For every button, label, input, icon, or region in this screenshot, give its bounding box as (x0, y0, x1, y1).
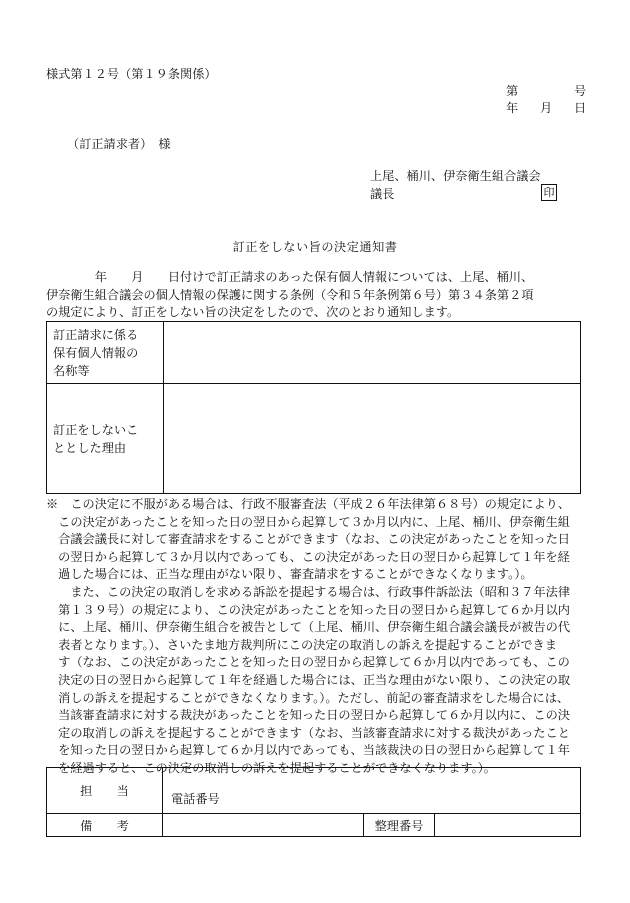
note-line: ※ この決定に不服がある場合は、行政不服審査法（平成２６年法律第６８号）の規定により、 (46, 497, 571, 511)
remarks-value[interactable] (163, 814, 364, 837)
document-title: 訂正をしない旨の決定通知書 (232, 240, 398, 254)
footer-table (46, 767, 581, 837)
note-line: 定の取消しの訴えを提起することができます（なお、当該審査請求に対する裁決があったこと (46, 725, 570, 740)
note-line: に、上尾、桶川、伊奈衛生組合を被告として（上尾、桶川、伊奈衛生組合議会議長が被告の代 (46, 620, 571, 635)
note-line: 消しの訴えを提起することができなくなります。）。ただし、前記の審査請求をした場合には、 (46, 690, 570, 705)
note-line: 決定の日の翌日から起算して１年を経過した場合には、正当な理由がない限り、この決定の取 (46, 672, 571, 687)
reference-number-value[interactable] (435, 814, 581, 837)
addressee: （訂正請求者） 様 (67, 137, 171, 151)
info-value-reason[interactable] (164, 384, 581, 494)
intro-line: 伊奈衛生組合議会の個人情報の保護に関する条例（令和５年条例第６号）第３４条第２項 (46, 287, 534, 302)
note-line: を知った日の翌日から起算して６か月以内であっても、当該裁決の日の翌日から起算して１年 (46, 743, 570, 758)
label-line: 保有個人情報の (53, 345, 139, 360)
note-line: 表者となります。）、さいたま地方裁判所にこの決定の取消しの訴えを提起することができま (46, 637, 557, 652)
note-line: す（なお、この決定があったことを知った日の翌日から起算して６か月以内であっても、この (46, 655, 570, 670)
label-line: 訂正請求に係る (53, 327, 139, 342)
date-day: 日 (574, 101, 587, 115)
notes-section (46, 496, 591, 778)
note-line: 第１３９号）の規定により、この決定があったことを知った日の翌日から起算して６か月以内 (46, 602, 570, 617)
intro-line: 年 月 日付けで訂正請求のあった保有個人情報については、上尾、桶川、 (46, 270, 534, 284)
info-label-reason (47, 384, 164, 494)
reference-number-label: 整理番号 (364, 814, 435, 837)
form-number: 様式第１２号（第１９条関係） (46, 67, 217, 81)
note-line: を経過すると、この決定の取消しの訴えを提起することができなくなります。）。 (46, 760, 496, 775)
person-in-charge-label: 担 当 (47, 768, 163, 814)
intro-paragraph (46, 269, 586, 322)
doc-no-prefix: 第 (506, 84, 519, 98)
phone-label: 電話番号 (171, 792, 220, 806)
note-line: 当該審査請求に対する裁決があったことを知った日の翌日から起算して６か月以内に、この決 (46, 708, 570, 723)
label-line: 訂正をしないこ (53, 422, 139, 437)
info-value-info-name[interactable] (164, 322, 581, 384)
remarks-label: 備 考 (47, 814, 163, 837)
note-line: の翌日から起算して３か月以内であっても、この決定があった日の翌日から起算して１年を経 (46, 549, 570, 564)
doc-no-suffix: 号 (574, 84, 587, 98)
label-line: 名称等 (53, 363, 90, 378)
date-month: 月 (540, 101, 553, 115)
info-label-info-name (47, 322, 164, 384)
note-line: この決定があったことを知った日の翌日から起算して３か月以内に、上尾、桶川、伊奈衛生組 (46, 514, 570, 529)
intro-line: の規定により、訂正をしない旨の決定をしたので、次のとおり通知します。 (46, 305, 460, 319)
note-line: また、この決定の取消しを求める訴訟を提起する場合は、行政事件訴訟法（昭和３７年法律 (46, 584, 571, 599)
info-table (46, 321, 581, 494)
label-line: ととした理由 (53, 440, 127, 455)
seal-mark: 印 (541, 184, 557, 201)
note-line: 合議会議長に対して審査請求をすることができます（なお、この決定があったことを知った日 (46, 532, 570, 547)
issuer-name: 上尾、桶川、伊奈衛生組合議会 (370, 169, 541, 183)
date-year: 年 (506, 101, 519, 115)
note-line: 過した場合には、正当な理由がない限り、審査請求をすることができなくなります。）。 (46, 567, 533, 582)
phone-cell[interactable] (163, 768, 581, 814)
issuer-title: 議長 (370, 187, 395, 201)
